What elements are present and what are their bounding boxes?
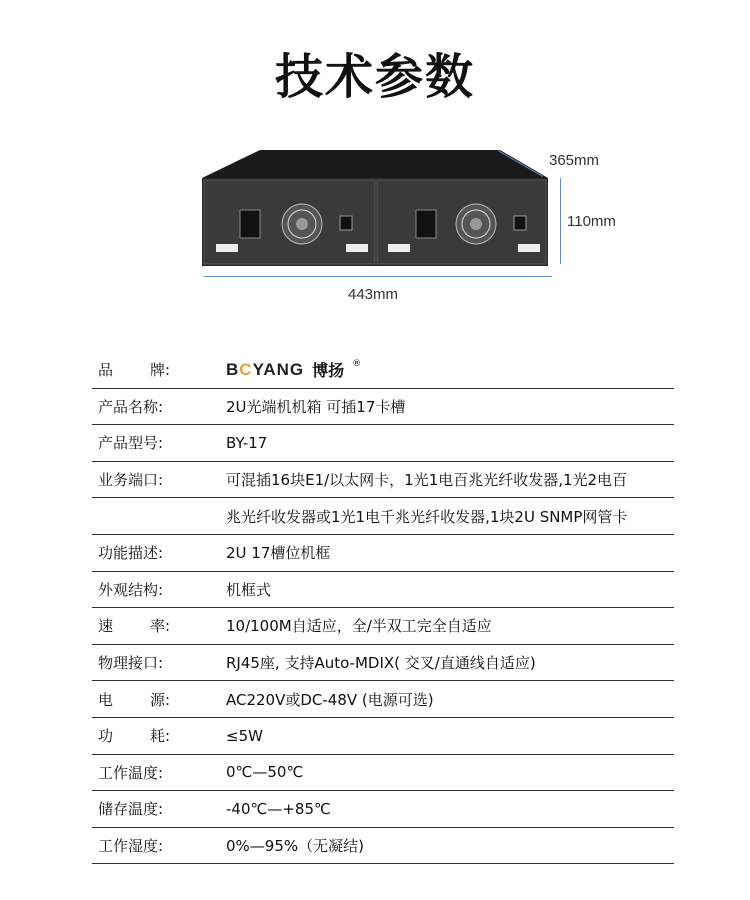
table-row bbox=[92, 755, 674, 792]
height-dimension-line bbox=[560, 178, 561, 264]
table-row bbox=[92, 718, 674, 755]
row-label: 工作湿度: bbox=[98, 837, 164, 856]
row-value: RJ45座, 支持Auto-MDIX( 交叉/直通线自适应) bbox=[226, 654, 536, 673]
table-row bbox=[92, 828, 674, 865]
row-value: 可混插16块E1/以太网卡，1光1电百兆光纤收发器,1光2电百 bbox=[226, 471, 628, 490]
row-value: 0%—95%（无凝结) bbox=[226, 837, 364, 856]
table-row bbox=[92, 352, 674, 389]
table-row bbox=[92, 425, 674, 462]
row-label: 储存温度: bbox=[98, 800, 164, 819]
row-label: 功能描述: bbox=[98, 544, 164, 563]
row-label: 业务端口: bbox=[98, 471, 164, 490]
row-value: ≤5W bbox=[226, 726, 263, 745]
table-row bbox=[92, 462, 674, 499]
row-value: 机框式 bbox=[226, 580, 272, 599]
row-label: 工作温度: bbox=[98, 763, 164, 782]
row-value: 2U光端机机箱 可插17卡槽 bbox=[226, 397, 406, 416]
depth-dimension: 365mm bbox=[549, 152, 600, 169]
product-chassis-image bbox=[200, 150, 555, 270]
row-value: 0℃—50℃ bbox=[226, 763, 304, 782]
spec-table bbox=[92, 352, 674, 864]
table-row bbox=[92, 498, 674, 535]
row-label: 产品名称: bbox=[98, 397, 164, 416]
row-value bbox=[226, 352, 361, 388]
table-row bbox=[92, 389, 674, 426]
row-value: 2U 17槽位机框 bbox=[226, 544, 331, 563]
width-dimension: 443mm bbox=[348, 286, 399, 303]
table-row bbox=[92, 608, 674, 645]
row-value: BY-17 bbox=[226, 433, 268, 452]
table-row bbox=[92, 535, 674, 572]
row-label: 功 耗: bbox=[98, 727, 170, 746]
brand-logo: BCYANG 博扬 ® bbox=[226, 358, 362, 381]
table-row bbox=[92, 645, 674, 682]
row-label: 外观结构: bbox=[98, 580, 164, 599]
row-label: 物理接口: bbox=[98, 654, 164, 673]
row-label: 产品型号: bbox=[98, 434, 164, 453]
table-row bbox=[92, 791, 674, 828]
width-dimension-line bbox=[204, 276, 552, 277]
row-value: 兆光纤收发器或1光1电千兆光纤收发器,1块2U SNMP网管卡 bbox=[226, 507, 628, 526]
row-label: 速 率: bbox=[98, 617, 170, 636]
table-row bbox=[92, 681, 674, 718]
row-value: AC220V或DC-48V (电源可选) bbox=[226, 690, 434, 709]
row-label: 电 源: bbox=[98, 690, 170, 709]
row-label bbox=[98, 498, 218, 534]
row-label: 品 牌: bbox=[98, 361, 170, 380]
row-value: 10/100M自适应，全/半双工完全自适应 bbox=[226, 617, 492, 636]
table-row bbox=[92, 572, 674, 609]
row-value: -40℃—+85℃ bbox=[226, 799, 331, 818]
page-title: 技术参数 bbox=[274, 49, 475, 105]
height-dimension: 110mm bbox=[567, 213, 616, 230]
